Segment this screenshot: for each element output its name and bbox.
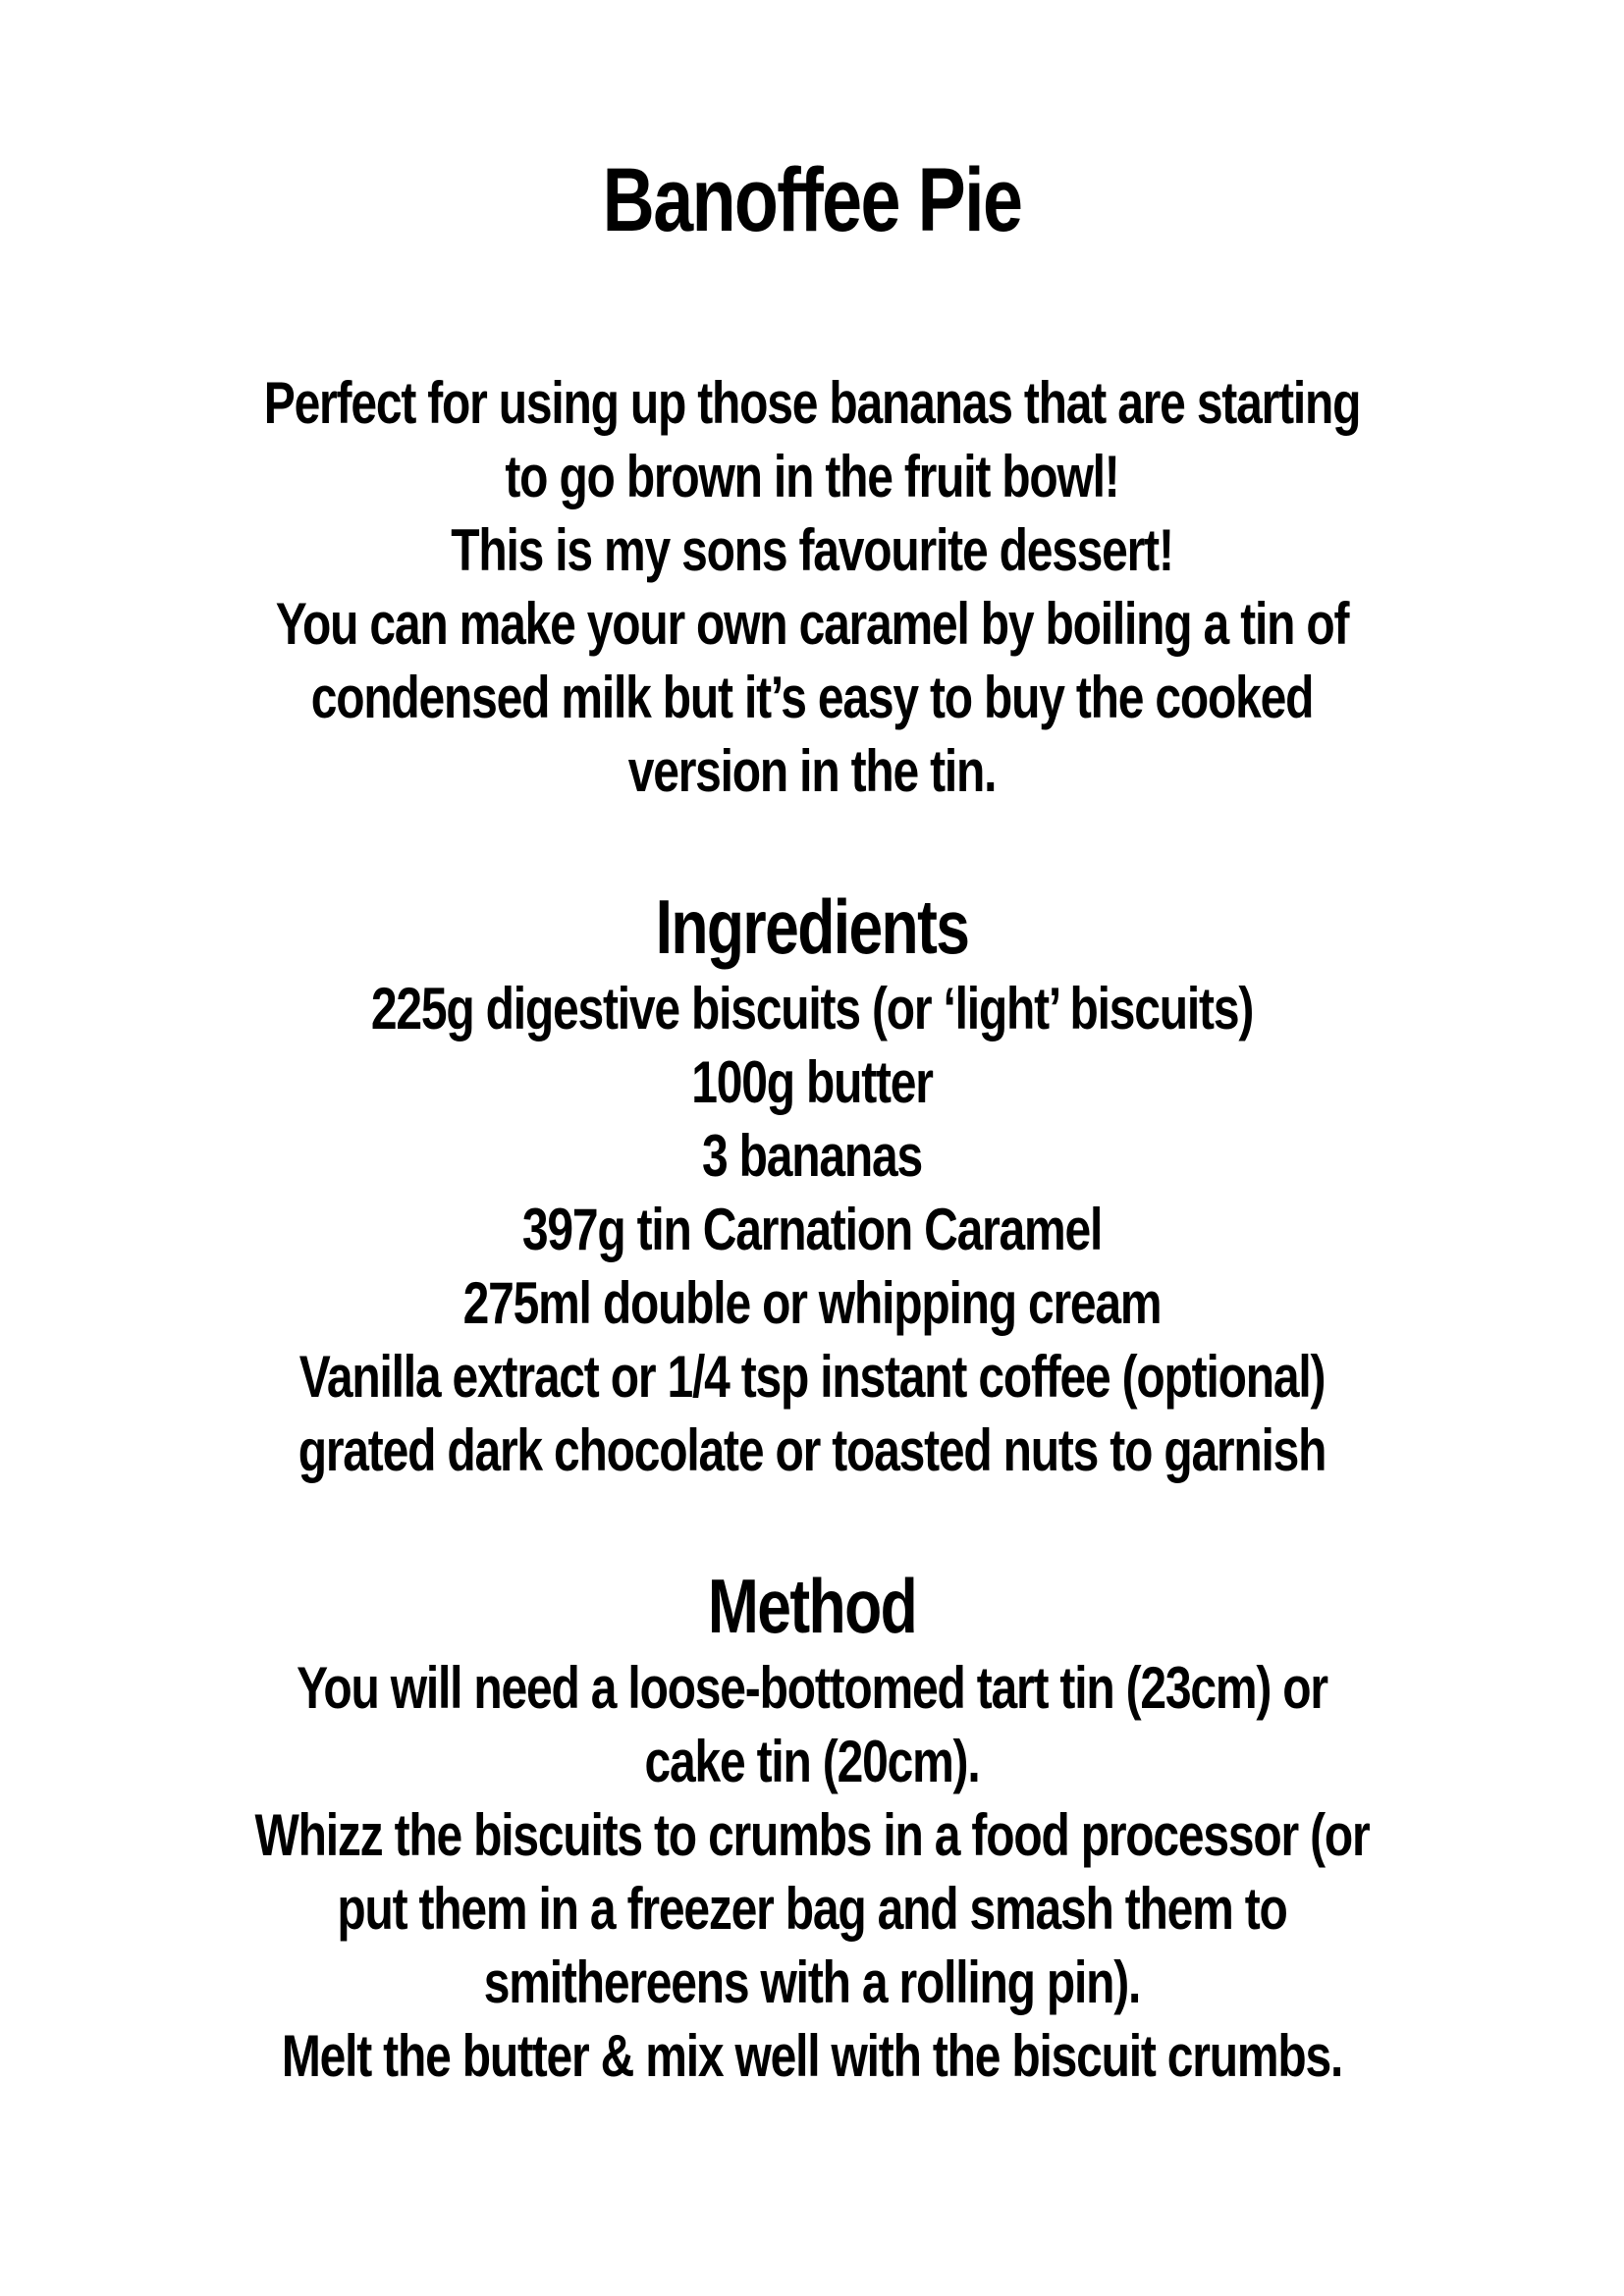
ingredient-item: 3 bananas — [702, 1123, 922, 1189]
intro-line: You can make your own caramel by boiling a tin of — [275, 591, 1349, 657]
ingredient-item: Vanilla extract or 1/4 tsp instant coffee (optional) — [298, 1344, 1326, 1410]
ingredients-section — [162, 881, 1461, 1487]
ingredient-item: 275ml double or whipping cream — [462, 1270, 1162, 1336]
recipe-page — [0, 145, 1624, 2296]
intro-line: to go brown in the fruit bowl! — [505, 444, 1119, 509]
intro-section — [162, 366, 1461, 808]
ingredient-item: 225g digestive biscuits (or ‘light’ biscuits) — [370, 976, 1254, 1041]
method-line: Whizz the biscuits to crumbs in a food processor (or — [254, 1802, 1370, 1868]
method-line: You will need a loose-bottomed tart tin (23cm) or — [297, 1655, 1327, 1721]
intro-line: Perfect for using up those bananas that are starting — [263, 370, 1361, 436]
ingredient-item: 100g butter — [691, 1049, 933, 1115]
method-section — [162, 1561, 1461, 2093]
method-line: smithereens with a rolling pin). — [483, 1949, 1141, 2015]
ingredient-item: 397g tin Carnation Caramel — [521, 1197, 1103, 1262]
method-heading: Method — [707, 1563, 917, 1649]
method-line: put them in a freezer bag and smash them to — [337, 1876, 1287, 1942]
intro-line: This is my sons favourite dessert! — [451, 517, 1173, 583]
ingredients-heading: Ingredients — [655, 883, 969, 970]
method-line: Melt the butter & mix well with the biscuit crumbs. — [281, 2023, 1343, 2089]
intro-line: condensed milk but it’s easy to buy the cooked — [310, 665, 1314, 730]
method-line: cake tin (20cm). — [644, 1729, 980, 1794]
recipe-title: Banoffee Pie — [602, 150, 1022, 250]
intro-line: version in the tin. — [627, 738, 997, 804]
recipe-content — [162, 145, 1461, 2093]
ingredient-item: grated dark chocolate or toasted nuts to garnish — [298, 1417, 1326, 1483]
